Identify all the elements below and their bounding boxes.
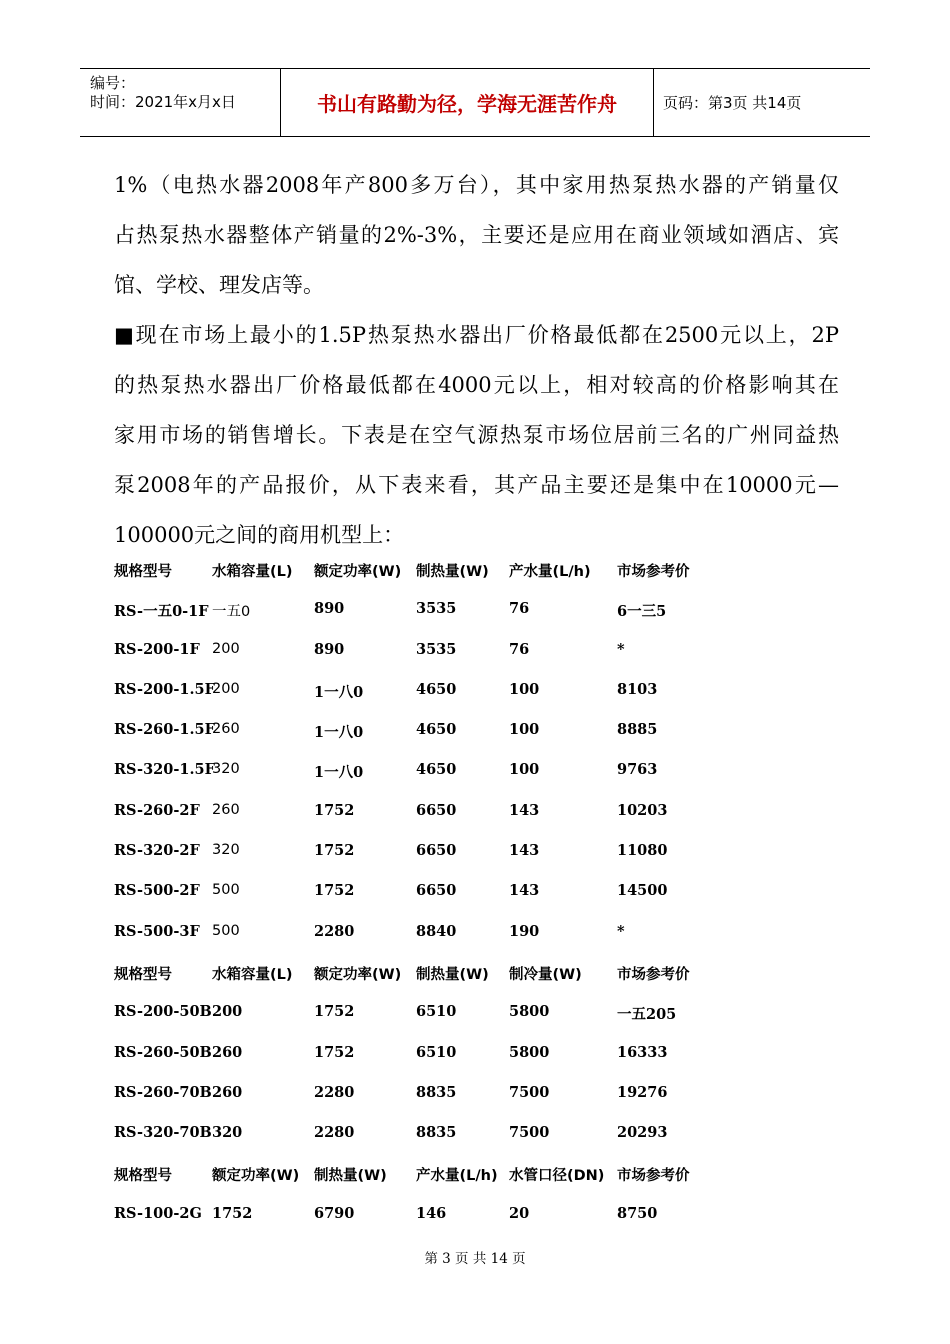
table-cell: 5800 bbox=[509, 1003, 550, 1021]
table-cell: 1752 bbox=[314, 1003, 355, 1021]
table-cell: 143 bbox=[509, 801, 540, 819]
table-cell: 8750 bbox=[617, 1204, 658, 1222]
table-cell: 320 bbox=[212, 1124, 243, 1142]
table-cell: 8835 bbox=[416, 1083, 457, 1101]
table-cell: RS-260-2F bbox=[114, 801, 200, 819]
table-cell: 6一三5 bbox=[617, 603, 667, 621]
table-cell: 1752 bbox=[314, 882, 355, 900]
table-cell: RS-200-50B bbox=[114, 1003, 212, 1021]
table-cell: RS-500-2F bbox=[114, 882, 200, 900]
table-cell: 一五0 bbox=[212, 604, 251, 621]
table-cell: 143 bbox=[509, 882, 540, 900]
table-cell: 1752 bbox=[314, 842, 355, 860]
table-header-cell: 水管口径(DN) bbox=[509, 1168, 605, 1185]
table-header-cell: 额定功率(W) bbox=[212, 1168, 300, 1185]
table-cell: 2280 bbox=[314, 1083, 355, 1101]
table-cell: 1752 bbox=[212, 1204, 253, 1222]
table-cell: 11080 bbox=[617, 842, 668, 860]
table-cell: 260 bbox=[212, 1043, 243, 1061]
table-cell: RS-一五0-1F bbox=[114, 603, 209, 621]
table-cell: 3535 bbox=[416, 600, 457, 618]
table-cell: 76 bbox=[509, 600, 530, 618]
text-line: 家用市场的销售增长。下表是在空气源热泵市场位居前三名的广州同益热 bbox=[114, 423, 839, 447]
table-cell: RS-200-1.5F bbox=[114, 680, 215, 698]
table-cell: 500 bbox=[212, 882, 240, 899]
table-header-cell: 规格型号 bbox=[114, 966, 172, 983]
text-line: 1%（电热水器2008年产800多万台），其中家用热泵热水器的产销量仅 bbox=[114, 173, 839, 197]
table-cell: 260 bbox=[212, 721, 240, 738]
text-line: 的热泵热水器出厂价格最低都在4000元以上，相对较高的价格影响其在 bbox=[114, 373, 839, 397]
table-cell: 100 bbox=[509, 761, 540, 779]
table-cell: 一五205 bbox=[617, 1006, 677, 1024]
table-cell: 890 bbox=[314, 640, 345, 658]
table-cell: 6790 bbox=[314, 1204, 355, 1222]
table-header-cell: 产水量(L/h) bbox=[416, 1168, 498, 1185]
table-cell: 100 bbox=[509, 721, 540, 739]
text-line: 馆、学校、理发店等。 bbox=[114, 273, 324, 297]
table-cell: 8885 bbox=[617, 721, 658, 739]
table-cell: 6510 bbox=[416, 1003, 457, 1021]
table-cell: 1一八0 bbox=[314, 683, 364, 701]
table-cell: 20293 bbox=[617, 1124, 668, 1142]
paragraph-2 bbox=[114, 310, 839, 560]
table-cell: 4650 bbox=[416, 680, 457, 698]
table-cell: RS-320-70B bbox=[114, 1124, 212, 1142]
table-cell: 6650 bbox=[416, 882, 457, 900]
table-cell: RS-260-50B bbox=[114, 1043, 212, 1061]
table-cell: 14500 bbox=[617, 882, 668, 900]
table-cell: 10203 bbox=[617, 801, 668, 819]
table-cell: 7500 bbox=[509, 1124, 550, 1142]
table-cell: RS-260-1.5F bbox=[114, 721, 215, 739]
table-header-cell: 额定功率(W) bbox=[314, 966, 402, 983]
table-cell: 1752 bbox=[314, 801, 355, 819]
table-cell: * bbox=[617, 640, 625, 658]
table-cell: 5800 bbox=[509, 1043, 550, 1061]
header-left-cell bbox=[80, 69, 280, 136]
table-cell: RS-200-1F bbox=[114, 640, 200, 658]
table-cell: 8840 bbox=[416, 922, 457, 940]
table-cell: 9763 bbox=[617, 761, 658, 779]
table-cell: * bbox=[617, 922, 625, 940]
table-cell: RS-320-1.5F bbox=[114, 761, 215, 779]
table-cell: 260 bbox=[212, 1083, 243, 1101]
table-cell: 6510 bbox=[416, 1043, 457, 1061]
table-cell: 4650 bbox=[416, 761, 457, 779]
table-cell: 190 bbox=[509, 922, 540, 940]
table-header-cell: 制热量(W) bbox=[416, 966, 489, 983]
table-cell: 146 bbox=[416, 1204, 447, 1222]
document-number-label: 编号： bbox=[90, 74, 136, 92]
table-cell: 260 bbox=[212, 801, 240, 818]
table-cell: 2280 bbox=[314, 1124, 355, 1142]
document-time-label: 时间：2021年x月x日 bbox=[90, 93, 236, 111]
table-header-cell: 市场参考价 bbox=[617, 966, 690, 983]
table-cell: RS-100-2G bbox=[114, 1204, 202, 1222]
table-header-cell: 规格型号 bbox=[114, 1168, 172, 1185]
table-header-cell: 制热量(W) bbox=[314, 1168, 387, 1185]
header-page-number: 页码：第3页 共14页 bbox=[663, 94, 802, 112]
table-header-cell: 规格型号 bbox=[114, 564, 172, 580]
page-header bbox=[80, 68, 870, 137]
table-header-cell: 额定功率(W) bbox=[314, 564, 402, 580]
header-motto: 书山有路勤为径，学海无涯苦作舟 bbox=[280, 69, 654, 136]
table-cell: 143 bbox=[509, 842, 540, 860]
table-header-cell: 市场参考价 bbox=[617, 564, 690, 580]
table-header-cell: 产水量(L/h) bbox=[509, 564, 591, 580]
table-cell: 8103 bbox=[617, 680, 658, 698]
table-header-cell: 制冷量(W) bbox=[509, 966, 582, 983]
table-cell: RS-260-70B bbox=[114, 1083, 212, 1101]
paragraph-1 bbox=[114, 160, 839, 310]
text-line: 100000元之间的商用机型上： bbox=[114, 523, 405, 547]
table-header-cell: 水箱容量(L) bbox=[212, 966, 293, 983]
table-cell: 8835 bbox=[416, 1124, 457, 1142]
table-cell: 2280 bbox=[314, 922, 355, 940]
table-header-cell: 制热量(W) bbox=[416, 564, 489, 580]
table-cell: 100 bbox=[509, 680, 540, 698]
text-line: 泵2008年的产品报价，从下表来看，其产品主要还是集中在10000元— bbox=[114, 473, 839, 497]
table-cell: 20 bbox=[509, 1204, 530, 1222]
table-header-cell: 水箱容量(L) bbox=[212, 564, 293, 580]
table-cell: 6650 bbox=[416, 801, 457, 819]
table-cell: 19276 bbox=[617, 1083, 668, 1101]
table-cell: 1一八0 bbox=[314, 764, 364, 782]
table-cell: 200 bbox=[212, 1003, 243, 1021]
table-cell: 890 bbox=[314, 600, 345, 618]
table-cell: 200 bbox=[212, 680, 240, 697]
table-cell: 6650 bbox=[416, 842, 457, 860]
table-header-cell: 市场参考价 bbox=[617, 1168, 690, 1185]
table-cell: 1752 bbox=[314, 1043, 355, 1061]
table-cell: 1一八0 bbox=[314, 724, 364, 742]
table-cell: 7500 bbox=[509, 1083, 550, 1101]
table-cell: RS-320-2F bbox=[114, 842, 200, 860]
text-line: ■现在市场上最小的1.5P热泵热水器出厂价格最低都在2500元以上，2P bbox=[114, 323, 839, 347]
page-footer: 第 3 页 共 14 页 bbox=[424, 1251, 526, 1267]
table-cell: 76 bbox=[509, 640, 530, 658]
table-cell: 320 bbox=[212, 842, 240, 859]
table-cell: 4650 bbox=[416, 721, 457, 739]
table-cell: 320 bbox=[212, 761, 240, 778]
table-cell: RS-500-3F bbox=[114, 922, 200, 940]
table-cell: 500 bbox=[212, 922, 240, 939]
text-line: 占热泵热水器整体产销量的2%-3%，主要还是应用在商业领域如酒店、宾 bbox=[114, 223, 839, 247]
table-cell: 3535 bbox=[416, 640, 457, 658]
table-cell: 200 bbox=[212, 640, 240, 657]
table-cell: 16333 bbox=[617, 1043, 668, 1061]
